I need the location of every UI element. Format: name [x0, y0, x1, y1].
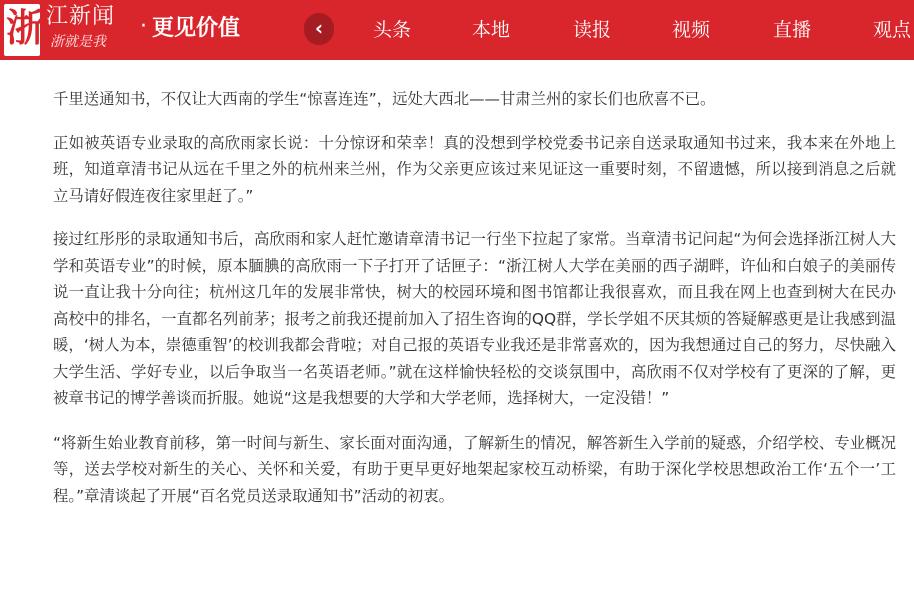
article-paragraph: 正如被英语专业录取的高欣雨家长说：十分惊讶和荣幸！真的没想到学校党委书记亲自送录取通知书过来，我本来在外地上班，知道章清书记从远在千里之外的杭州来兰州，作为父亲更应该过来见证这一重要时刻，不留遗憾，所以接到消息之后就立马请好假连夜往家里赶了。”	[53, 133, 896, 205]
article-paragraph: “将新生始业教育前移，第一时间与新生、家长面对面沟通，了解新生的情况，解答新生入学前的疑惑，介绍学校、专业概况等，送去学校对新生的关心、关怀和关爱，有助于更早更好地架起家校互动桥梁，有助于深化学校思想政治工作‘五个一’工程。”章清谈起了开展“百名党员送录取通知书”活动的初衷。	[53, 433, 896, 505]
title-separator: ·	[140, 14, 147, 39]
site-logo[interactable]	[4, 4, 45, 56]
nav-item-dubao[interactable]: 读报	[573, 19, 612, 41]
logo-slogan: 浙就是我	[50, 34, 106, 50]
article-paragraph: 千里送通知书，不仅让大西南的学生“惊喜连连”，远处大西北——甘肃兰州的家长们也欣喜不已。	[53, 90, 716, 108]
chevron-left-icon: ‹	[314, 16, 324, 40]
channel-title: 更见价值	[152, 15, 241, 41]
nav-item-shipin[interactable]: 视频	[672, 19, 711, 41]
article-paragraph: 接过红彤彤的录取通知书后，高欣雨和家人赶忙邀请章清书记一行坐下拉起了家常。当章清书记问起“为何会选择浙江树人大学和英语专业”的时候，原本腼腆的高欣雨一下子打开了话匣子：“浙江树人大学在美丽的西子湖畔，许仙和白娘子的美丽传说一直让我十分向往；杭州这几年的发展非常快，树大的校园环境和图书馆都让我很喜欢，而且我在网上也查到树大在民办高校中的排名，一直都名列前茅；报考之前我还提前加入了招生咨询的QQ群，学长学姐不厌其烦的答疑解惑更是让我感到温暖，‘树人为本，崇德重智’的校训我都会背啦；对自己报的英语专业我还是非常喜欢的，因为我想通过自己的努力，尽快融入大学生活、学好专业，以后争取当一名英语老师。”就在这样愉快轻松的交谈氛围中，高欣雨不仅对学校有了更深的了解，更被章书记的博学善谈而折服。她说“这是我想要的大学和大学老师，选择树大，一定没错！”	[53, 230, 896, 407]
article-body	[53, 86, 896, 509]
nav-item-bendi[interactable]: 本地	[472, 19, 511, 41]
nav-item-zhibo[interactable]: 直播	[773, 19, 812, 41]
logo-glyph: 浙	[6, 5, 45, 50]
top-nav-bar	[0, 0, 914, 60]
nav-item-toutiao[interactable]: 头条	[373, 19, 412, 41]
logo-name: 江新闻	[46, 4, 116, 29]
nav-item-guandian[interactable]: 观点	[873, 19, 912, 41]
back-button[interactable]	[304, 13, 334, 45]
